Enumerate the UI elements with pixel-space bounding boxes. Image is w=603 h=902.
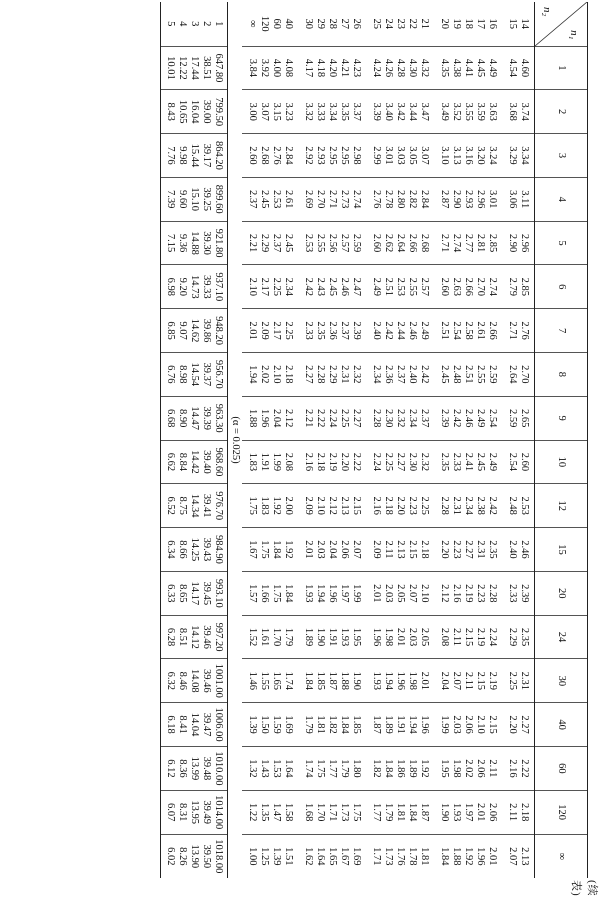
value-cell: 2.18 2.15 2.13 2.11 2.09 [366, 528, 434, 572]
table-row-group [298, 2, 366, 878]
value-cell: 4.60 4.54 [502, 46, 535, 90]
value-cell: 2.27 2.25 2.24 2.22 2.21 [298, 396, 366, 440]
value-cell: 1.74 1.65 1.55 1.46 [242, 659, 298, 703]
value-cell: 3.63 3.59 3.55 3.52 3.49 [434, 90, 502, 134]
column-header: 20 [535, 571, 588, 615]
value-cell: 948.20 39.86 14.62 9.07 6.85 [161, 309, 228, 353]
header-row [535, 2, 588, 878]
n2-label: n₂ [541, 7, 553, 17]
value-cell: 2.34 2.25 2.17 2.10 [242, 265, 298, 309]
column-header: 15 [535, 528, 588, 572]
value-cell: 2.18 2.11 [502, 790, 535, 834]
n1-label: n₁ [568, 30, 580, 40]
value-cell: 1.64 1.53 1.43 1.32 [242, 747, 298, 791]
value-cell: 2.74 2.73 2.71 2.70 2.69 [298, 177, 366, 221]
value-cell: 997.20 39.46 14.12 8.51 6.28 [161, 615, 228, 659]
value-cell: 2.06 2.01 1.97 1.93 1.90 [434, 790, 502, 834]
value-cell: 864.20 39.17 15.44 9.98 7.76 [161, 134, 228, 178]
column-header: 5 [535, 221, 588, 265]
value-cell: 2.60 2.54 [502, 440, 535, 484]
value-cell: 2.31 2.25 [502, 659, 535, 703]
value-cell: 3.24 3.20 3.16 3.13 3.10 [434, 134, 502, 178]
value-cell: 2.07 2.06 2.04 2.03 2.01 [298, 528, 366, 572]
value-cell: 2.25 2.17 2.09 2.01 [242, 309, 298, 353]
value-cell: 2.45 2.37 2.29 2.21 [242, 221, 298, 265]
value-cell: 2.39 2.37 2.36 2.35 2.33 [298, 309, 366, 353]
value-cell: 2.37 2.34 2.32 2.30 2.28 [366, 396, 434, 440]
value-cell: 2.76 2.71 [502, 309, 535, 353]
column-header: 3 [535, 134, 588, 178]
table-row-group [161, 2, 228, 878]
value-cell: 2.42 2.40 2.37 2.36 2.34 [366, 352, 434, 396]
value-cell: 1014.00 39.49 13.95 8.31 6.07 [161, 790, 228, 834]
n2-cell: 40 60 120 ∞ [247, 15, 294, 32]
value-cell: 2.96 2.90 [502, 221, 535, 265]
value-cell: 1.92 1.84 1.75 1.67 [242, 528, 298, 572]
value-cell: 4.23 4.21 4.20 4.18 4.17 [298, 46, 366, 90]
column-header: 9 [535, 396, 588, 440]
value-cell: 2.18 2.10 2.02 1.94 [242, 352, 298, 396]
value-cell: 2.35 2.29 [502, 615, 535, 659]
continuation-label: (续表) [570, 880, 598, 897]
value-cell: 2.15 2.10 2.06 2.03 1.99 [434, 703, 502, 747]
value-cell: 1010.00 39.48 13.99 8.36 6.12 [161, 747, 228, 791]
value-cell: 984.90 39.43 14.25 8.66 6.34 [161, 528, 228, 572]
value-cell: 2.08 1.99 1.91 1.83 [242, 440, 298, 484]
value-cell: 2.49 2.46 2.44 2.42 2.40 [366, 309, 434, 353]
column-header: 8 [535, 352, 588, 396]
table-row-group [434, 2, 502, 878]
value-cell: 956.70 39.37 14.54 8.98 6.76 [161, 352, 228, 396]
value-cell: 3.23 3.15 3.07 3.00 [242, 90, 298, 134]
value-cell: 3.37 3.35 3.34 3.33 3.32 [298, 90, 366, 134]
value-cell: 2.98 2.95 2.95 2.93 2.92 [298, 134, 366, 178]
value-cell: 3.11 3.06 [502, 177, 535, 221]
value-cell: 2.53 2.48 [502, 484, 535, 528]
value-cell: 2.54 2.49 2.46 2.42 2.39 [434, 396, 502, 440]
value-cell: 2.32 2.31 2.29 2.28 2.27 [298, 352, 366, 396]
value-cell: 1.58 1.47 1.35 1.22 [242, 790, 298, 834]
column-header: 1 [535, 46, 588, 90]
value-cell: 647.80 38.51 17.44 12.22 10.01 [161, 46, 228, 90]
value-cell: 2.00 1.92 1.83 1.75 [242, 484, 298, 528]
value-cell: 1.90 1.88 1.87 1.85 1.84 [298, 659, 366, 703]
value-cell: 3.34 3.29 [502, 134, 535, 178]
value-cell: 1.81 1.78 1.76 1.73 1.71 [366, 834, 434, 878]
value-cell: 2.59 2.55 2.51 2.48 2.45 [434, 352, 502, 396]
value-cell: 963.30 39.39 14.47 8.90 6.68 [161, 396, 228, 440]
column-header: ∞ [535, 834, 588, 878]
value-cell: 2.74 2.70 2.66 2.63 2.60 [434, 265, 502, 309]
alpha-label: (α = 0.025) [228, 2, 243, 878]
value-cell: 2.85 2.79 [502, 265, 535, 309]
value-cell: 1.87 1.84 1.81 1.79 1.77 [366, 790, 434, 834]
value-cell: 2.11 2.06 2.02 1.98 1.95 [434, 747, 502, 791]
value-cell: 1018.00 39.50 13.90 8.26 6.02 [161, 834, 228, 878]
column-header: 4 [535, 177, 588, 221]
value-cell: 1001.00 39.46 14.08 8.46 6.32 [161, 659, 228, 703]
value-cell: 993.10 39.45 14.17 8.65 6.33 [161, 571, 228, 615]
value-cell: 968.60 39.40 14.42 8.84 6.62 [161, 440, 228, 484]
value-cell: 1.79 1.70 1.61 1.52 [242, 615, 298, 659]
value-cell: 1.84 1.75 1.66 1.57 [242, 571, 298, 615]
value-cell: 2.68 2.66 2.64 2.62 2.60 [366, 221, 434, 265]
n2-cell: 21 22 23 24 25 [371, 18, 430, 29]
value-cell: 2.01 1.96 1.92 1.88 1.84 [434, 834, 502, 878]
value-cell: 2.65 2.59 [502, 396, 535, 440]
table-body [161, 2, 535, 878]
column-header: 120 [535, 790, 588, 834]
table-row-group [502, 2, 535, 878]
value-cell: 2.59 2.57 2.56 2.55 2.53 [298, 221, 366, 265]
alpha-row [228, 2, 243, 878]
value-cell: 1.96 1.94 1.91 1.89 1.87 [366, 703, 434, 747]
column-header: 60 [535, 747, 588, 791]
value-cell: 2.24 2.19 2.15 2.11 2.08 [434, 615, 502, 659]
value-cell: 1.75 1.73 1.71 1.70 1.68 [298, 790, 366, 834]
column-header: 7 [535, 309, 588, 353]
f-distribution-table [160, 2, 588, 878]
value-cell: 1.69 1.59 1.50 1.39 [242, 703, 298, 747]
value-cell: 2.13 2.07 [502, 834, 535, 878]
value-cell: 2.01 1.98 1.96 1.94 1.93 [366, 659, 434, 703]
value-cell: 3.74 3.68 [502, 90, 535, 134]
value-cell: 2.15 2.13 2.12 2.10 2.09 [298, 484, 366, 528]
value-cell: 1.99 1.97 1.96 1.94 1.93 [298, 571, 366, 615]
value-cell: 2.25 2.23 2.20 2.18 2.16 [366, 484, 434, 528]
value-cell: 2.28 2.23 2.19 2.16 2.12 [434, 571, 502, 615]
corner-header [535, 2, 588, 46]
value-cell: 2.42 2.38 2.34 2.31 2.28 [434, 484, 502, 528]
value-cell: 2.19 2.15 2.11 2.07 2.04 [434, 659, 502, 703]
value-cell: 3.07 3.05 3.03 3.01 2.99 [366, 134, 434, 178]
value-cell: 2.27 2.20 [502, 703, 535, 747]
value-cell: 2.05 2.03 2.01 1.98 1.96 [366, 615, 434, 659]
value-cell: 4.49 4.45 4.41 4.38 4.35 [434, 46, 502, 90]
table-row-group [242, 2, 298, 878]
value-cell: 2.47 2.46 2.45 2.43 2.42 [298, 265, 366, 309]
value-cell: 2.39 2.33 [502, 571, 535, 615]
value-cell: 1.85 1.84 1.82 1.81 1.79 [298, 703, 366, 747]
value-cell: 2.22 2.16 [502, 747, 535, 791]
value-cell: 921.80 39.30 14.88 9.36 7.15 [161, 221, 228, 265]
column-header: 10 [535, 440, 588, 484]
value-cell: 4.08 4.00 3.92 3.84 [242, 46, 298, 90]
column-header: 40 [535, 703, 588, 747]
value-cell: 2.84 2.76 2.68 2.60 [242, 134, 298, 178]
value-cell: 2.85 2.81 2.77 2.74 2.71 [434, 221, 502, 265]
value-cell: 1.80 1.79 1.77 1.75 1.74 [298, 747, 366, 791]
column-header: 30 [535, 659, 588, 703]
n2-cell: 16 17 18 19 20 [439, 18, 498, 29]
value-cell: 2.66 2.61 2.58 2.54 2.51 [434, 309, 502, 353]
value-cell: 2.61 2.53 2.45 2.37 [242, 177, 298, 221]
value-cell: 1.69 1.67 1.65 1.64 1.62 [298, 834, 366, 878]
column-header: 12 [535, 484, 588, 528]
table-row-group [366, 2, 434, 878]
value-cell: 799.50 39.00 16.04 10.65 8.43 [161, 90, 228, 134]
value-cell: 1006.00 39.47 14.04 8.41 6.18 [161, 703, 228, 747]
column-header: 24 [535, 615, 588, 659]
n2-cell: 26 27 28 29 30 [303, 18, 362, 29]
value-cell: 1.92 1.89 1.86 1.84 1.82 [366, 747, 434, 791]
value-cell: 2.22 2.20 2.19 2.18 2.16 [298, 440, 366, 484]
value-cell: 2.84 2.82 2.80 2.78 2.76 [366, 177, 434, 221]
value-cell: 2.10 2.07 2.05 2.03 2.01 [366, 571, 434, 615]
value-cell: 3.47 3.44 3.42 3.40 3.39 [366, 90, 434, 134]
value-cell: 2.32 2.30 2.27 2.25 2.24 [366, 440, 434, 484]
n2-cell: 1 2 3 4 5 [161, 2, 228, 46]
value-cell: 2.57 2.55 2.53 2.51 2.49 [366, 265, 434, 309]
value-cell: 3.01 2.96 2.93 2.90 2.87 [434, 177, 502, 221]
value-cell: 2.35 2.31 2.27 2.23 2.20 [434, 528, 502, 572]
value-cell: 1.51 1.39 1.25 1.00 [242, 834, 298, 878]
value-cell: 2.12 2.04 1.96 1.88 [242, 396, 298, 440]
value-cell: 2.46 2.40 [502, 528, 535, 572]
value-cell: 1.95 1.93 1.91 1.90 1.89 [298, 615, 366, 659]
value-cell: 976.70 39.41 14.34 8.75 6.52 [161, 484, 228, 528]
n2-cell: 14 15 [507, 18, 530, 29]
value-cell: 2.70 2.64 [502, 352, 535, 396]
value-cell: 899.60 39.25 15.10 9.60 7.39 [161, 177, 228, 221]
column-header: 6 [535, 265, 588, 309]
column-header: 2 [535, 90, 588, 134]
value-cell: 4.32 4.30 4.28 4.26 4.24 [366, 46, 434, 90]
value-cell: 2.49 2.45 2.41 2.33 2.35 [434, 440, 502, 484]
value-cell: 937.10 39.33 14.73 9.20 6.98 [161, 265, 228, 309]
